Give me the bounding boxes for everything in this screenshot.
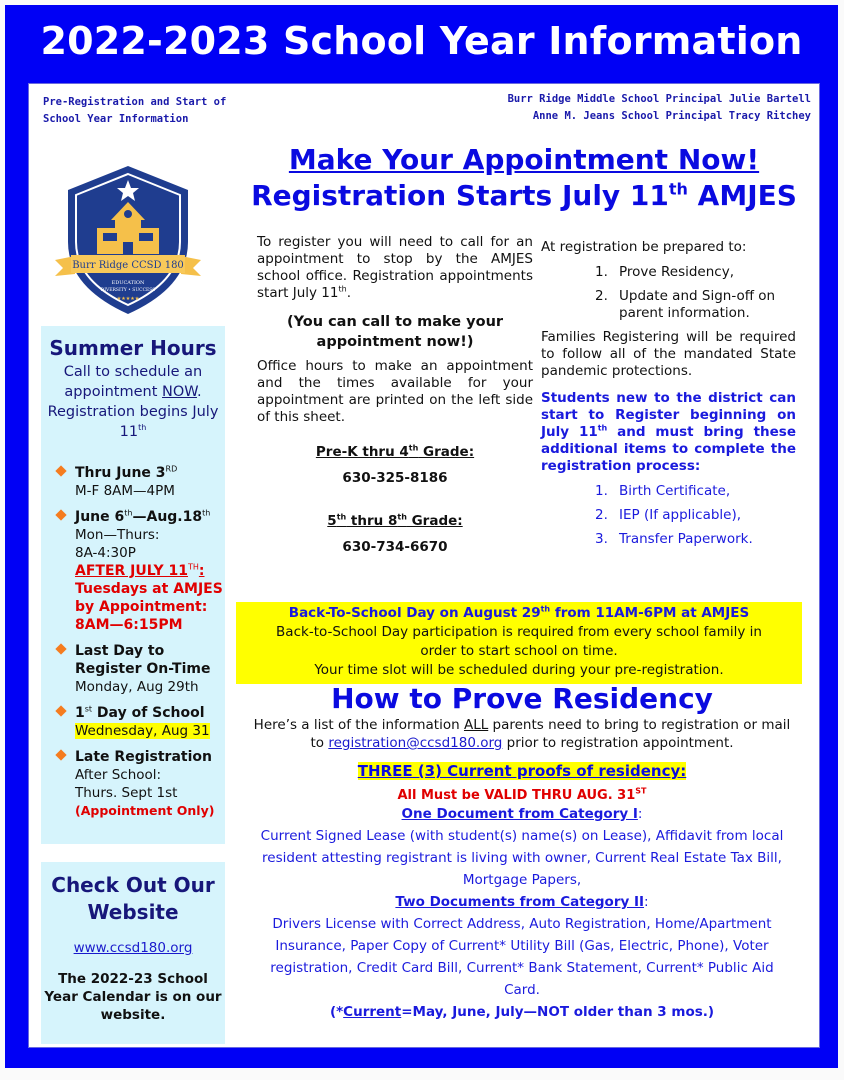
diamond-bullet-icon: [55, 509, 66, 520]
current-footnote: (*Current=May, June, July—NOT older than 3 mos.): [329, 1004, 715, 1020]
page-title: 2022-2023 School Year Information: [40, 19, 803, 63]
summer-hours-title: Summer Hours: [49, 336, 217, 360]
diamond-bullet-icon: [55, 749, 66, 760]
svg-text:★★★★★: ★★★★★: [116, 296, 140, 302]
back-to-school-banner: Back-To-School Day on August 29th from 11AM-6PM at AMJES Back-to-School Day participation is required from every school family in order to start school on time. Your time slot will be scheduled during your pre-registration.: [236, 602, 802, 684]
new-students-note: Students new to the district can start to Register beginning on July 11th and must bring these additional items to complete the registration process:: [541, 390, 796, 474]
list-item: 2. Update and Sign-off on parent information.: [595, 288, 776, 321]
list-item: 1. Birth Certificate,: [595, 483, 731, 499]
website-box-title: Check Out Our Website: [51, 873, 215, 924]
new-student-items: [541, 483, 796, 548]
summer-hours-intro: Call to schedule an appointment NOW. Registration begins July 11th: [47, 364, 219, 440]
diamond-bullet-icon: [55, 643, 66, 654]
three-proofs-heading: THREE (3) Current proofs of residency:: [357, 762, 687, 780]
svg-text:Burr Ridge CCSD 180: Burr Ridge CCSD 180: [72, 260, 184, 271]
summer-hours-box: [41, 326, 225, 844]
back-to-school-title: Back-To-School Day on August 29th from 11AM-6PM at AMJES: [288, 604, 750, 621]
residency-intro: Here’s a list of the information ALL parents need to bring to registration or mail to registration@ccsd180.org prior to registration appointment.: [253, 717, 791, 751]
residency-section: [229, 682, 815, 1023]
register-instructions: To register you will need to call for an appointment to stop by the AMJES school office. Registration appointments start July 11th.: [257, 234, 533, 301]
list-item: June 6th—Aug.18th Mon—Thurs: 8A-4:30P AFTER JULY 11TH: Tuesdays at AMJES by Appointment: 8AM—6:15PM: [49, 508, 225, 634]
svg-text:EDUCATION: EDUCATION: [111, 280, 145, 286]
principals-list: Burr Ridge Middle School Principal Julie Bartell Anne M. Jeans School Principal Tracy Ritchey: [507, 93, 811, 122]
main-headline: Make Your Appointment Now! Registration Starts July 11th AMJES: [251, 143, 797, 212]
prep-lead: At registration be prepared to:: [541, 239, 747, 255]
phone-label-prek-4: Pre-K thru 4th Grade:: [315, 443, 475, 460]
phone-number-prek-4[interactable]: 630-325-8186: [342, 470, 448, 486]
prep-steps: [541, 264, 796, 322]
flyer-page: [28, 83, 820, 1048]
header-subtitle: Pre-Registration and Start of School Year Information: [43, 96, 227, 125]
list-item: Late Registration After School: Thurs. Sept 1st (Appointment Only): [49, 748, 225, 820]
office-hours-note: Office hours to make an appointment and the times available for your appointment are printed on the left side of this sheet.: [257, 358, 533, 425]
residency-title: How to Prove Residency: [331, 682, 713, 715]
page-frame: [5, 5, 838, 1068]
registration-info-column: [257, 234, 533, 556]
diamond-bullet-icon: [55, 465, 66, 476]
validity-note: All Must be VALID THRU AUG. 31ST: [397, 786, 647, 803]
calendar-note: The 2022-23 School Year Calendar is on our website.: [44, 971, 222, 1023]
list-item: 2. IEP (If applicable),: [595, 507, 742, 523]
registration-email-link[interactable]: registration@ccsd180.org: [328, 735, 503, 751]
list-item: Last Day to Register On-Time Monday, Aug 29th: [49, 642, 225, 696]
website-box: [41, 862, 225, 1044]
list-item: 1st Day of School Wednesday, Aug 31: [49, 704, 225, 740]
svg-text:DIVERSITY • SUCCESS: DIVERSITY • SUCCESS: [100, 288, 156, 293]
pandemic-note: Families Registering will be required to follow all of the mandated State pandemic protections.: [541, 329, 796, 379]
list-item: 1. Prove Residency,: [595, 264, 735, 280]
diamond-bullet-icon: [55, 705, 66, 716]
phone-label-5-8: 5th thru 8th Grade:: [327, 512, 463, 529]
summer-hours-list: [41, 464, 225, 820]
list-item: Thru June 3RD M-F 8AM—4PM: [49, 464, 225, 500]
registration-prep-column: [541, 239, 796, 555]
website-link[interactable]: www.ccsd180.org: [73, 940, 193, 956]
call-now-callout: (You can call to make your appointment now!): [286, 314, 504, 350]
category-1: One Document from Category I: Current Signed Lease (with student(s) name(s) on Lease), Affidavit from local resident attesting registrant is living with owner, Current Real Estate Tax Bill, Mortgage Papers, Two Documents from Category II: Drivers License with Correct Address, Auto Registration, Home/Apartment Insurance, Paper Copy of Current* Utility Bill (Gas, Electric, Phone), Voter registration, Credit Card Bill, Current* Bank Statement, Current* Public Aid Card. (*Current=May, June, July—NOT older than 3 mos.): [229, 803, 815, 1023]
list-item: 3. Transfer Paperwork.: [595, 531, 753, 547]
district-crest-logo: [53, 162, 203, 317]
phone-number-5-8[interactable]: 630-734-6670: [342, 539, 448, 555]
